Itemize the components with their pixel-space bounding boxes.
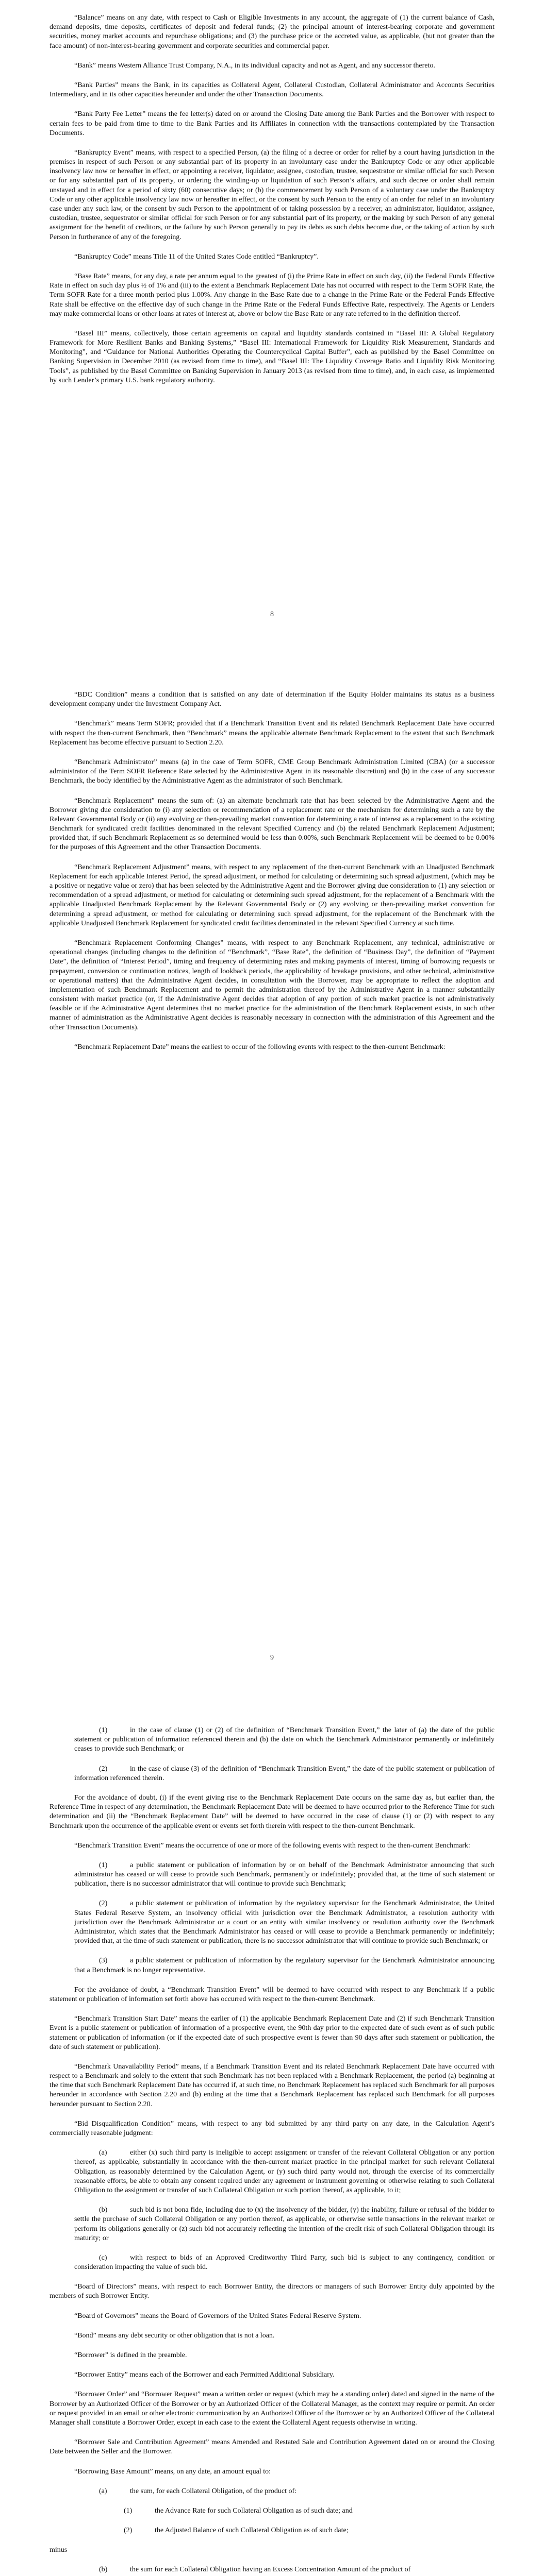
clause-text: “Borrower” is defined in the preamble.: [74, 2351, 187, 2359]
clause-text: in the case of clause (3) of the definition of “Benchmark Transition Event,” the date of the public statement or publication of information referenced therein.: [74, 1765, 494, 1782]
definition-paragraph: “Benchmark Replacement Conforming Changes” means, with respect to any Benchmark Replacement, any technical, administrative or operational changes (including changes to the definition of “Benchmark”, “Base Rate”, the definition of “Business Day”, the definition of “Payment Date”, the definition of “Interest Period”, timing and frequency of determining rates and making payments of interest, timing of borrowing requests or prepayment, conversion or continuation notices, length of lookback periods, the applicability of breakage provisions, and other technical, administrative or operational matters) that the Administrative Agent decides, in consultation with the Borrower, may be appropriate to reflect the adoption and implementation of such Benchmark Replacement and to permit the administration thereof by the Administrative Agent in a manner substantially consistent with market practice (or, if the Administrative Agent decides that adoption of any portion of such market practice is not administratively feasible or if the Administrative Agent determines that no market practice for the administration of the Benchmark Replacement exists, in such other manner of administration as the Administrative Agent decides is reasonably necessary in connection with the administration of this Agreement and the other Transaction Documents).: [50, 939, 494, 1031]
clause-number: (3): [99, 1957, 108, 1965]
definition-paragraph: “Benchmark Replacement” means the sum of: (a) an alternate benchmark rate that has been selected by the Administrative Agent and the Borrower giving due consideration to (i) any selection or recommendation of a replacement rate or the mechanism for determining such a rate by the Relevant Governmental Body or (ii) any evolving or then-prevailing market convention for determining a rate of interest as a replacement to the existing Benchmark for syndicated credit facilities denominated in the relevant Specified Currency and (b) the related Benchmark Replacement Adjustment; provided that, if such Benchmark Replacement as so determined would be less than 0.00%, such Benchmark Replacement will be deemed to be 0.00% for the purposes of this Agreement and the other Transaction Documents.: [50, 796, 494, 852]
clause-number: (c): [99, 2253, 107, 2262]
clause-paragraph: [50, 1956, 494, 1975]
page-10-content: [50, 1726, 494, 2576]
clause-text: “Bid Disqualification Condition” means, with respect to any bid submitted by any third party on any date, in the Calculation Agent’s commercially reasonable judgment:: [50, 2120, 494, 2137]
clause-text: “Benchmark Transition Start Date” means the earlier of (1) the applicable Benchmark Replacement Date and (2) if such Benchmark Transition Event is a public statement or publication of information of a prospective event, the 90th day prior to the expected date of such event as of such public statement or publication of information (or if the expected date of such prospective event is fewer than 90 days after such statement or publication, the date of such statement or publication).: [50, 2015, 494, 2051]
clause-number: (1): [124, 2506, 133, 2515]
clause-number: (2): [99, 1900, 108, 1908]
clause-number: (a): [99, 2149, 107, 2157]
clause-paragraph: [50, 2565, 494, 2574]
definition-paragraph: “Benchmark Administrator” means (a) in the case of Term SOFR, CME Group Benchmark Administration Limited (CBA) (or a successor administrator of the Term SOFR Reference Rate selected by the Administrative Agent in its reasonable discretion) and (b) in the case of any successor Benchmark, the body identified by the Administrative Agent as the administrator of such Benchmark.: [50, 758, 494, 785]
definition-paragraph: “Basel III” means, collectively, those certain agreements on capital and liquidity standards contained in “Basel III: A Global Regulatory Framework for More Resilient Banks and Banking Systems,” “Basel III: International Framework for Liquidity Risk Measurement, Standards and Monitoring”, and “Guidance for National Authorities Operating the Countercyclical Capital Buffer”, each as published by the Basel Committee on Banking Supervision in December 2010 (as revised from time to time), and “Basel III: The Liquidity Coverage Ratio and Liquidity Risk Monitoring Tools”, as published by the Basel Committee on Banking Supervision in January 2013 (as revised from time to time), and, in each case, as implemented by such Lender’s primary U.S. bank regulatory authority.: [50, 329, 494, 384]
clause-text: “Borrowing Base Amount” means, on any date, an amount equal to:: [74, 2467, 271, 2476]
clause-number: (1): [99, 1726, 108, 1734]
definition-paragraph: [50, 2546, 494, 2555]
definition-paragraph: “Bank Parties” means the Bank, in its capacities as Collateral Agent, Collateral Custodian, Collateral Administrator and Accounts Securities Intermediary, and in its other capacities hereunder and under the other Transaction Documents.: [50, 81, 494, 99]
clause-number: (b): [99, 2206, 108, 2214]
definition-paragraph: “Balance” means on any date, with respect to Cash or Eligible Investments in any account, the aggregate of (1) the current balance of Cash, demand deposits, time deposits, certificates of deposit and federal funds; (2) the principal amount of interest-bearing corporate and government securities, money market accounts and repurchase obligations; and (3) the purchase price or the accreted value, as applicable, (but not greater than the face amount) of non-interest-bearing government and corporate securities and commercial paper.: [50, 14, 494, 50]
clause-text: the Adjusted Balance of such Collateral Obligation as of such date;: [155, 2527, 349, 2535]
page-10: [0, 1685, 544, 2576]
definition-paragraph: [50, 2351, 494, 2360]
definition-paragraph: [50, 2370, 494, 2380]
clause-text: “Borrower Order” and “Borrower Request” mean a written order or request (which may be a standing order) dated and signed in the name of the Borrower by an Authorized Officer of the Borrower or by an Authorized Officer of the Collateral Manager, as the context may require or permit. An order or request provided in an email or other electronic communication by an Authorized Officer of the Borrower or by an Authorized Officer of the Collateral Manager shall constitute a Borrower Order, except in each case to the extent the Collateral Agent requests otherwise in writing.: [50, 2391, 494, 2427]
clause-text: minus: [50, 2546, 68, 2554]
definition-paragraph: “Bank” means Western Alliance Trust Company, N.A., in its individual capacity and not as Agent, and any successor thereto.: [74, 61, 435, 70]
clause-text: “Borrower Sale and Contribution Agreement” means Amended and Restated Sale and Contribution Agreement dated on or around the Closing Date between the Seller and the Borrower.: [50, 2438, 494, 2456]
clause-text: a public statement or publication of information by the regulatory supervisor for the Benchmark Administrator, the United States Federal Reserve System, an insolvency official with jurisdiction over the Benchmark Administrator, a resolution authority with jurisdiction over the Benchmark Administrator or a court or an entity with similar insolvency or resolution authority over the Benchmark Administrator, which states that the Benchmark Administrator has ceased or will cease to provide a Benchmark permanently or indefinitely; provided that, at the time of such statement or publication, there is no successor administrator that will continue to provide such Benchmark; or: [74, 1900, 494, 1945]
clause-text: “Bond” means any debt security or other obligation that is not a loan.: [74, 2331, 275, 2340]
clause-text: For the avoidance of doubt, a “Benchmark Transition Event” will be deemed to have occurred with respect to any Benchmark if a public statement or publication of information set forth above has occurred with respect to the then-current Benchmark.: [50, 1986, 494, 2003]
clause-text: “Benchmark Transition Event” means the occurrence of one or more of the following events with respect to the then-current Benchmark:: [74, 1841, 470, 1850]
clause-number: (1): [99, 1861, 108, 1869]
clause-number: (a): [99, 2487, 107, 2495]
page-9: [0, 644, 544, 1685]
clause-paragraph: [50, 2206, 494, 2243]
definition-paragraph: [50, 1793, 494, 1831]
page-number: 8: [270, 611, 274, 618]
clause-text: “Borrower Entity” means each of the Borrower and each Permitted Additional Subsidiary.: [74, 2371, 335, 2379]
page-8: [0, 0, 544, 644]
definition-paragraph: “Bankruptcy Code” means Title 11 of the United States Code entitled “Bankruptcy”.: [74, 252, 319, 261]
page-number: 9: [270, 1654, 274, 1662]
clause-paragraph: [50, 2487, 494, 2496]
clause-text: “Board of Governors” means the Board of Governors of the United States Federal Reserve System.: [74, 2312, 361, 2320]
clause-paragraph: [50, 1861, 494, 1889]
definition-paragraph: “Bank Party Fee Letter” means the fee letter(s) dated on or around the Closing Date among the Bank Parties and the Borrower with respect to certain fees to be paid from time to time to the Bank Parties and its Affiliates in connection with the transactions contemplated by the Transaction Documents.: [50, 110, 494, 137]
definition-paragraph: [50, 2390, 494, 2428]
definition-paragraph: “Benchmark Replacement Date” means the earliest to occur of the following events with respect to the then-current Benchmark:: [74, 1043, 446, 1051]
clause-paragraph: [50, 1765, 494, 1783]
clause-paragraph: [50, 2526, 494, 2535]
definition-paragraph: [50, 2438, 494, 2456]
definition-paragraph: [50, 2062, 494, 2109]
clause-text: a public statement or publication of information by or on behalf of the Benchmark Administrator announcing that such administrator has ceased or will cease to provide such Benchmark, permanently or indefinitely; provided that, at the time of such statement or publication, there is no successor administrator that will continue to provide such Benchmark;: [74, 1861, 494, 1888]
clause-text: with respect to bids of an Approved Creditworthy Third Party, such bid is subject to any contingency, condition or consideration impacting the value of such bid.: [74, 2253, 494, 2272]
clause-text: a public statement or publication of information by the regulatory supervisor for the Benchmark Administrator announcing that a Benchmark is no longer representative.: [74, 1957, 494, 1974]
definition-paragraph: “Base Rate” means, for any day, a rate per annum equal to the greatest of (i) the Prime Rate in effect on such day, (ii) the Federal Funds Effective Rate in effect on such day plus ½ of 1% and (iii) to the extent a Benchmark Replacement Date has not occurred with respect to the Term SOFR Rate, the Term SOFR Rate for a three month period plus 1.00%. Any change in the Base Rate due to a change in the Prime Rate or the Federal Funds Effective Rate shall be effective on the effective day of such change in the Prime Rate or the Federal Funds Effective Rate, respectively. The Agents or Lenders may make commercial loans or other loans at rates of interest at, above or below the Base Rate or any rate referred to in the definition thereof.: [50, 272, 494, 318]
clause-text: in the case of clause (1) or (2) of the definition of “Benchmark Transition Event,” the later of (a) the date of the public statement or publication of information referenced therein and (b) the date on which the Benchmark Administrator permanently or indefinitely ceases to provide such Benchmark; or: [74, 1726, 494, 1753]
clause-number: (2): [99, 1765, 108, 1773]
clause-text: the sum, for each Collateral Obligation, of the product of:: [130, 2487, 297, 2495]
clause-paragraph: [50, 1726, 494, 1754]
definition-paragraph: [50, 1986, 494, 2004]
definition-paragraph: “Benchmark” means Term SOFR; provided that if a Benchmark Transition Event and its related Benchmark Replacement Date have occurred with respect the then-current Benchmark, then “Benchmark” means the applicable alternate Benchmark Replacement to the extent that such Benchmark Replacement has become effective pursuant to Section 2.20.: [50, 720, 494, 747]
clause-paragraph: [50, 2253, 494, 2272]
clause-text: such bid is not bona fide, including due to (x) the insolvency of the bidder, (y) the inability, failure or refusal of the bidder to settle the purchase of such Collateral Obligation or any portion thereof, as applicable, or otherwise settle transactions in the relevant market or perform its obligations generally or (z) such bid not accurately reflecting the intention of the credit risk of such Collateral Obligation through its maturity; or: [74, 2206, 494, 2242]
clause-paragraph: [50, 2148, 494, 2195]
definition-paragraph: “BDC Condition” means a condition that is satisfied on any date of determination if the Equity Holder maintains its status as a business development company under the Investment Company Act.: [50, 691, 494, 708]
definition-paragraph: [50, 2120, 494, 2138]
page-8-content: [50, 13, 494, 396]
clause-text: For the avoidance of doubt, (i) if the event giving rise to the Benchmark Replacement Date occurs on the same day as, but earlier than, the Reference Time in respect of any determination, the Benchmark Replacement Date will be deemed to have occurred prior to the Reference Time for such determination and (ii) the “Benchmark Replacement Date” will be deemed to have occurred in the case of clause (1) or (2) with respect to any Benchmark upon the occurrence of the applicable event or events set forth therein with respect to the then-current Benchmark.: [50, 1793, 494, 1830]
clause-text: the sum for each Collateral Obligation having an Excess Concentration Amount of the product of: [130, 2566, 411, 2574]
clause-text: “Benchmark Unavailability Period” means, if a Benchmark Transition Event and its related Benchmark Replacement Date have occurred with respect to a Benchmark and solely to the extent that such Benchmark has not been replaced with a Benchmark Replacement, the period (a) beginning at the time that such Benchmark Replacement Date has occurred if, at such time, no Benchmark Replacement has replaced such Benchmark for all purposes hereunder in accordance with Section 2.20 and (b) ending at the time that a Benchmark Replacement has replaced such Benchmark for all purposes hereunder pursuant to Section 2.20.: [50, 2062, 494, 2108]
clause-paragraph: [50, 2506, 494, 2516]
definition-paragraph: [50, 2331, 494, 2341]
definition-paragraph: [50, 2014, 494, 2052]
definition-paragraph: [50, 2467, 494, 2477]
definition-paragraph: “Bankruptcy Event” means, with respect to a specified Person, (a) the filing of a decree or order for relief by a court having jurisdiction in the premises in respect of such Person or any substantial part of its property in an involuntary case under the Bankruptcy Code or any other applicable insolvency law now or hereafter in effect, or appointing a receiver, liquidator, assignee, custodian, trustee, sequestrator or similar official for such Person or for any substantial part of its property, or ordering the winding-up or liquidation of such Person’s affairs, and such decree or order shall remain unstayed and in effect for a period of sixty (60) consecutive days; or (b) the commencement by such Person of a voluntary case under the Bankruptcy Code or any other applicable insolvency law now or hereafter in effect, or the consent by such Person to the entry of an order for relief in an involuntary case under any such law, or the consent by such Person to the appointment of or taking possession by a receiver, an administrator, liquidator, assignee, custodian, trustee, sequestrator or similar official for such Person or for any substantial part of its property, or the making by such Person of any general assignment for the benefit of creditors, or the failure by such Person generally to pay its debts as such debts become due, or the taking of action by such Person in furtherance of any of the foregoing.: [50, 148, 494, 241]
clause-text: “Board of Directors” means, with respect to each Borrower Entity, the directors or managers of such Borrower Entity duly appointed by the members of such Borrower Entity.: [50, 2283, 494, 2300]
definition-paragraph: [50, 1841, 494, 1851]
clause-text: either (x) such third party is ineligible to accept assignment or transfer of the relevant Collateral Obligation or any portion thereof, as applicable, substantially in accordance with the then-current market practice in the principal market for such relevant Collateral Obligation, as reasonably determined by the Calculation Agent, or (y) such third party would not, through the exercise of its commercially reasonable efforts, be able to obtain any consent required under any agreement or instrument governing or otherwise relating to such Collateral Obligation to the assignment or transfer of such Collateral Obligation or such portion thereof, as applicable, to it;: [74, 2149, 494, 2194]
clause-paragraph: [50, 1899, 494, 1946]
definition-paragraph: [50, 2312, 494, 2321]
definition-paragraph: “Benchmark Replacement Adjustment” means, with respect to any replacement of the then-current Benchmark with an Unadjusted Benchmark Replacement for each applicable Interest Period, the spread adjustment, or method for calculating or determining such spread adjustment, (which may be a positive or negative value or zero) that has been selected by the Administrative Agent and the Borrower giving due consideration to (1) any selection or recommendation of a spread adjustment, or method for calculating or determining such spread adjustment, for the replacement of a Benchmark with the applicable Unadjusted Benchmark Replacement by the Relevant Governmental Body or (2) any evolving or then-prevailing market convention for determining a spread adjustment, or method for calculating or determining such spread adjustment, for the replacement of the Benchmark with the applicable Unadjusted Benchmark Replacement for syndicated credit facilities denominated in the relevant Specified Currency at such time.: [50, 863, 494, 927]
clause-number: (2): [124, 2527, 133, 2535]
page-9-content: [50, 690, 494, 1062]
clause-number: (b): [99, 2566, 108, 2574]
definition-paragraph: [50, 2282, 494, 2301]
clause-text: the Advance Rate for such Collateral Obligation as of such date; and: [155, 2506, 353, 2515]
